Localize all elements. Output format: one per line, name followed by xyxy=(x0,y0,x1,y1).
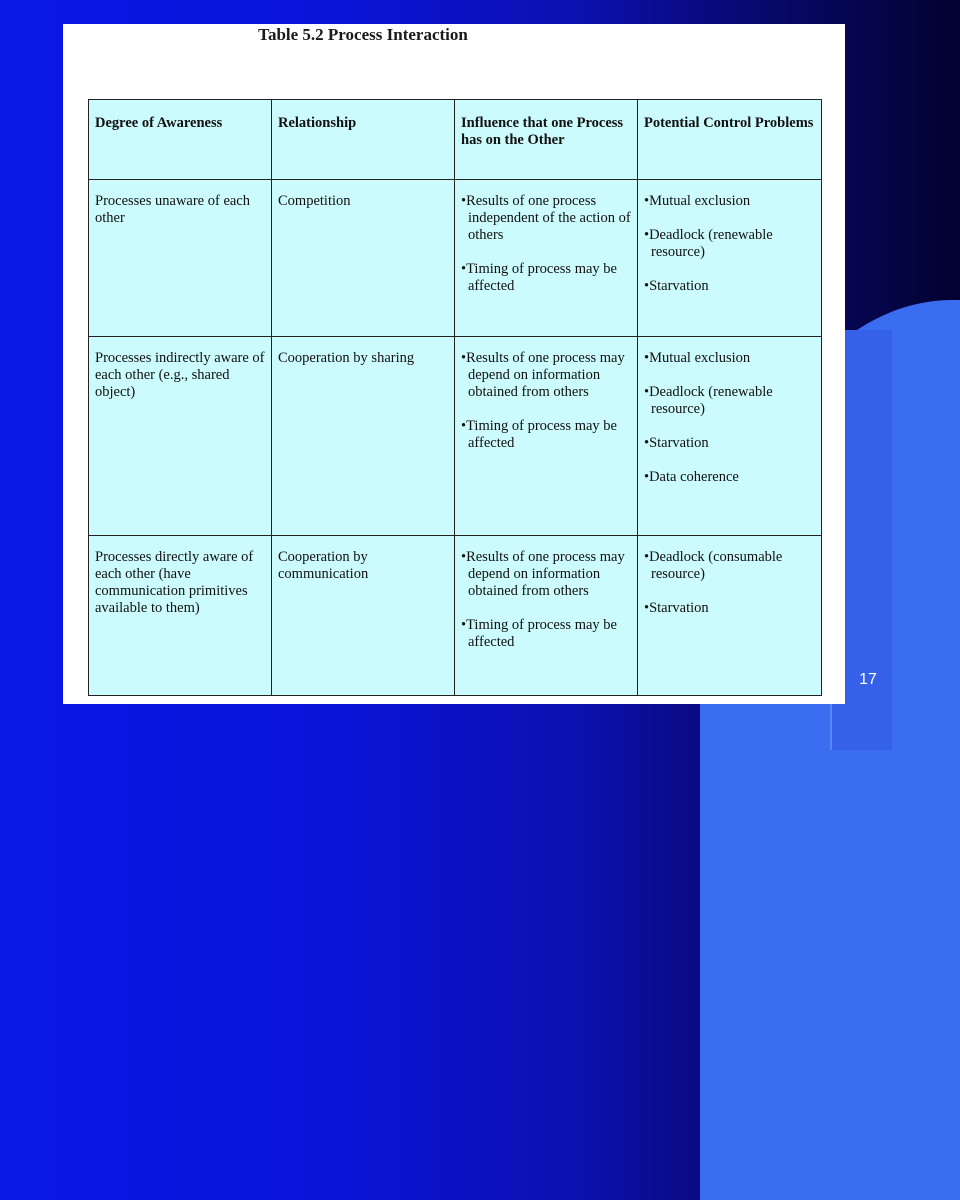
cell-influence xyxy=(455,180,638,337)
problem-item: •Starvation xyxy=(644,435,709,451)
cell-awareness: Processes unaware of each other xyxy=(89,180,272,337)
page-number: 17 xyxy=(859,671,877,688)
problem-item: •Deadlock (renewable resource) xyxy=(644,227,773,260)
cell-problems xyxy=(638,180,822,337)
header-awareness: Degree of Awareness xyxy=(89,100,272,180)
header-row xyxy=(89,100,822,180)
influence-item: •Timing of process may be affected xyxy=(461,617,617,650)
table-image xyxy=(63,24,845,704)
cell-relationship: Cooperation by sharing xyxy=(272,337,455,536)
influence-item: •Results of one process may depend on information obtained from others xyxy=(461,549,625,599)
cell-awareness: Processes indirectly aware of each other (e.g., shared object) xyxy=(89,337,272,536)
cell-problems xyxy=(638,337,822,536)
problem-item: •Data coherence xyxy=(644,469,739,485)
cell-relationship: Cooperation by communication xyxy=(272,536,455,696)
cell-influence xyxy=(455,337,638,536)
table-row xyxy=(89,337,822,536)
table-row xyxy=(89,536,822,696)
problem-item: •Starvation xyxy=(644,600,709,616)
cell-problems xyxy=(638,536,822,696)
header-influence: Influence that one Process has on the Other xyxy=(455,100,638,180)
process-interaction-table xyxy=(88,99,822,696)
problem-item: •Deadlock (renewable resource) xyxy=(644,384,773,417)
problem-item: •Starvation xyxy=(644,278,709,294)
header-relationship: Relationship xyxy=(272,100,455,180)
cell-influence xyxy=(455,536,638,696)
cell-awareness: Processes directly aware of each other (have communication primitives available to them) xyxy=(89,536,272,696)
problem-item: •Mutual exclusion xyxy=(644,350,751,366)
problem-item: •Mutual exclusion xyxy=(644,193,751,209)
influence-item: •Timing of process may be affected xyxy=(461,261,617,294)
problem-item: •Deadlock (consumable resource) xyxy=(644,549,783,582)
cell-relationship: Competition xyxy=(272,180,455,337)
influence-item: •Results of one process independent of the action of others xyxy=(461,193,631,243)
influence-item: •Results of one process may depend on information obtained from others xyxy=(461,350,625,400)
table-row xyxy=(89,180,822,337)
influence-item: •Timing of process may be affected xyxy=(461,418,617,451)
header-problems: Potential Control Problems xyxy=(638,100,822,180)
table-title: Table 5.2 Process Interaction xyxy=(258,25,468,44)
